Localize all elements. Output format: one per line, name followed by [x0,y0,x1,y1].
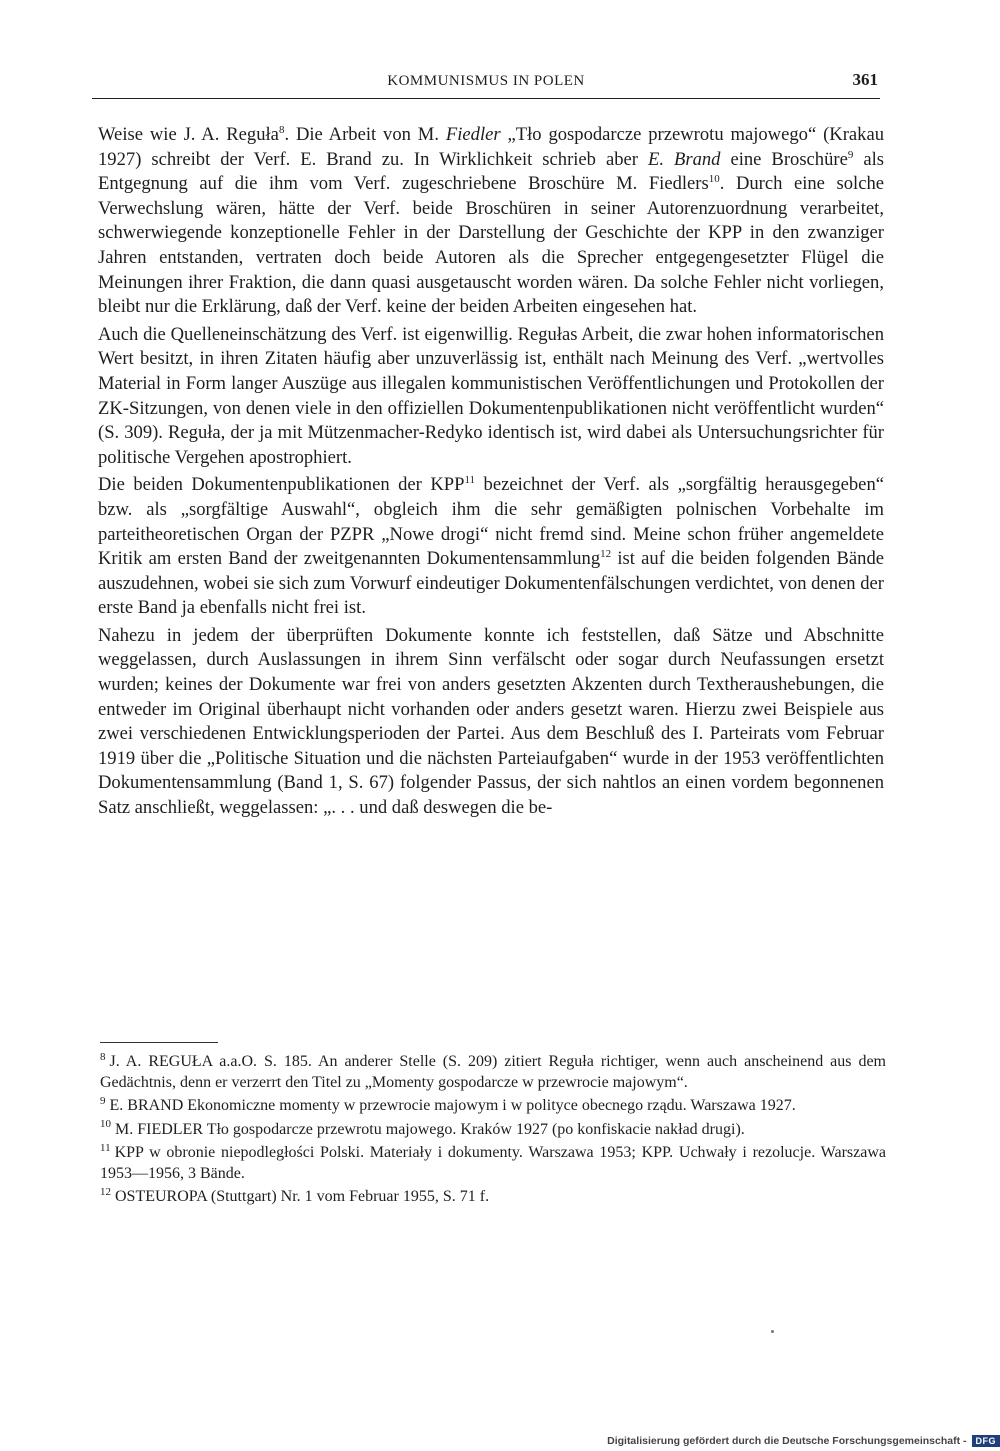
body-text [98,123,884,824]
text-run: Nahezu in jedem der überprüften Dokumente konnte ich feststellen, daß Sätze und Abschnitte weggelassen, durch Auslassungen in ihrem Sinn verfälscht oder sogar durch Neufassungen ersetzt wurden; keines der Dokumente war frei von anders gesetzten Akzenten durch Textheraushebungen, die entweder im Original überhaupt nicht vorhanden oder anders gesetzt waren. Hierzu zwei Beispiele aus zwei verschiedenen Entwicklungsperioden der Partei. Aus dem Beschluß des I. Parteirats vom Februar 1919 über die „Politische Situation und die nächsten Parteiaufgaben“ wurde in der 1953 veröffentlichten Dokumentensammlung (Band 1, S. 67) folgender Passus, der sich nahtlos an einen vordem begonnenen Satz anschließt, weggelassen: „. . . und daß deswegen die be- [98,624,884,819]
text-run: ist auf die beiden folgenden Bände auszudehnen, wobei sie sich zum Vorwurf eindeutiger Dokumentenfälschungen verdichtet, von denen der erste Band ja ebenfalls nicht frei ist. [98,548,884,619]
running-title: KOMMUNISMUS IN POLEN [387,73,585,89]
page-number: 361 [852,70,878,89]
footnote-number: 11 [100,1141,111,1154]
footnote-divider [100,1042,218,1043]
running-header [92,70,880,99]
paragraph [98,473,884,621]
footnotes [100,1052,886,1211]
footnote [100,1143,886,1184]
text-run: bezeichnet der Verf. als „sorgfältig herausgegeben“ bzw. als „sorgfältige Auswahl“, obgleich ihm die sehr gemäßigten polnischen Vorbehalte im parteitheoretischen Organ der PZPR „Nowe drogi“ nicht fremd sind. Meine schon früher angemeldete Kritik am ersten Band der zweitgenannten Dokumentensammlung [98,474,884,570]
footnote-number: 8 [100,1050,106,1063]
text-run: Weise wie J. A. Reguła [98,124,279,145]
scan-speck [771,1330,774,1333]
text-run: „Tło gospodarcze przewrotu majowego“ (Krakau 1927) schreibt der Verf. E. Brand zu. In Wirklichkeit schrieb aber [98,124,884,170]
footnote-text: J. A. REGUŁA a.a.O. S. 185. An anderer Stelle (S. 209) zitiert Reguła richtiger, wenn auch anscheinend aus dem Gedächtnis, denn er verzerrt den Titel zu „Momenty gospodarcze w przewrocie majowym“. [100,1053,886,1091]
footnote-number: 9 [100,1094,106,1107]
footnote [100,1096,886,1117]
paragraph [98,624,884,821]
footnote [100,1187,886,1208]
footnote-text: E. BRAND Ekonomiczne momenty w przewrocie majowym i w polityce obecnego rządu. Warszawa 1927. [109,1097,796,1114]
footnote-number: 12 [100,1185,111,1198]
footnote-text: M. FIEDLER Tło gospodarcze przewrotu majowego. Kraków 1927 (po konfiskacie nakład drugi). [115,1120,745,1138]
footnote-reference: 11 [464,474,476,487]
paragraph [98,323,884,471]
footnote-reference: 12 [600,547,612,560]
funding-text: Digitalisierung gefördert durch die Deutsche Forschungsgemeinschaft - [607,1435,967,1447]
italic-text: Fiedler [445,124,501,145]
footnote-reference: 8 [278,123,285,136]
text-run: Die beiden Dokumentenpublikationen der KPP [98,474,465,496]
text-run: . Die Arbeit von M. [284,124,446,145]
footnote-text: KPP w obronie niepodległości Polski. Materiały i dokumenty. Warszawa 1953; KPP. Uchwały i rezolucje. Warszawa 1953—1956, 3 Bände. [100,1144,886,1182]
footnote-text: OSTEUROPA (Stuttgart) Nr. 1 vom Februar 1955, S. 71 f. [115,1188,490,1205]
text-run: . Durch eine solche Verwechslung wären, hätte der Verf. beide Broschüren in seiner Autorenzuordnung verarbeitet, schwerwiegende konzeptionelle Fehler in der Darstellung der Geschichte der KPP in den zwanziger Jahren entstanden, vertraten doch beide Autoren als die Sprecher entgegengesetzter Flügel die Meinungen ihrer Fraktion, die dann quasi ausgetauscht worden wären. Da solche Fehler nicht vorliegen, bleibt nur die Erklärung, daß der Verf. keine der beiden Arbeiten eingesehen hat. [98,173,884,318]
footnote-reference: 9 [847,148,854,161]
footnote [100,1120,886,1141]
paragraph [98,123,884,320]
funding-note [607,1431,1000,1451]
footnote-reference: 10 [708,173,720,185]
dfg-logo: DFG [972,1435,1000,1447]
footnote [100,1052,886,1093]
text-run: Auch die Quelleneinschätzung des Verf. ist eigenwillig. Regułas Arbeit, die zwar hohen informatorischen Wert besitzt, in ihren Zitaten häufig aber unzuverlässig ist, enthält nach Meinung des Verf. „wertvolles Material in Form langer Auszüge aus illegalen kommunistischen Veröffentlichungen und Protokollen der ZK-Sitzungen, von denen viele in den offiziellen Dokumentenpublikationen nicht veröffentlicht wurden“ (S. 309). Reguła, der ja mit Mützenmacher-Redyko identisch ist, wird dabei als Untersuchungsrichter für politische Vergehen apostrophiert. [98,323,884,468]
text-run: als Entgegnung auf die ihm vom Verf. zugeschriebene Broschüre M. Fiedlers [98,148,885,195]
italic-text: E. Brand [647,148,721,170]
text-run: eine Broschüre [720,148,848,170]
footnote-number: 10 [100,1118,111,1131]
